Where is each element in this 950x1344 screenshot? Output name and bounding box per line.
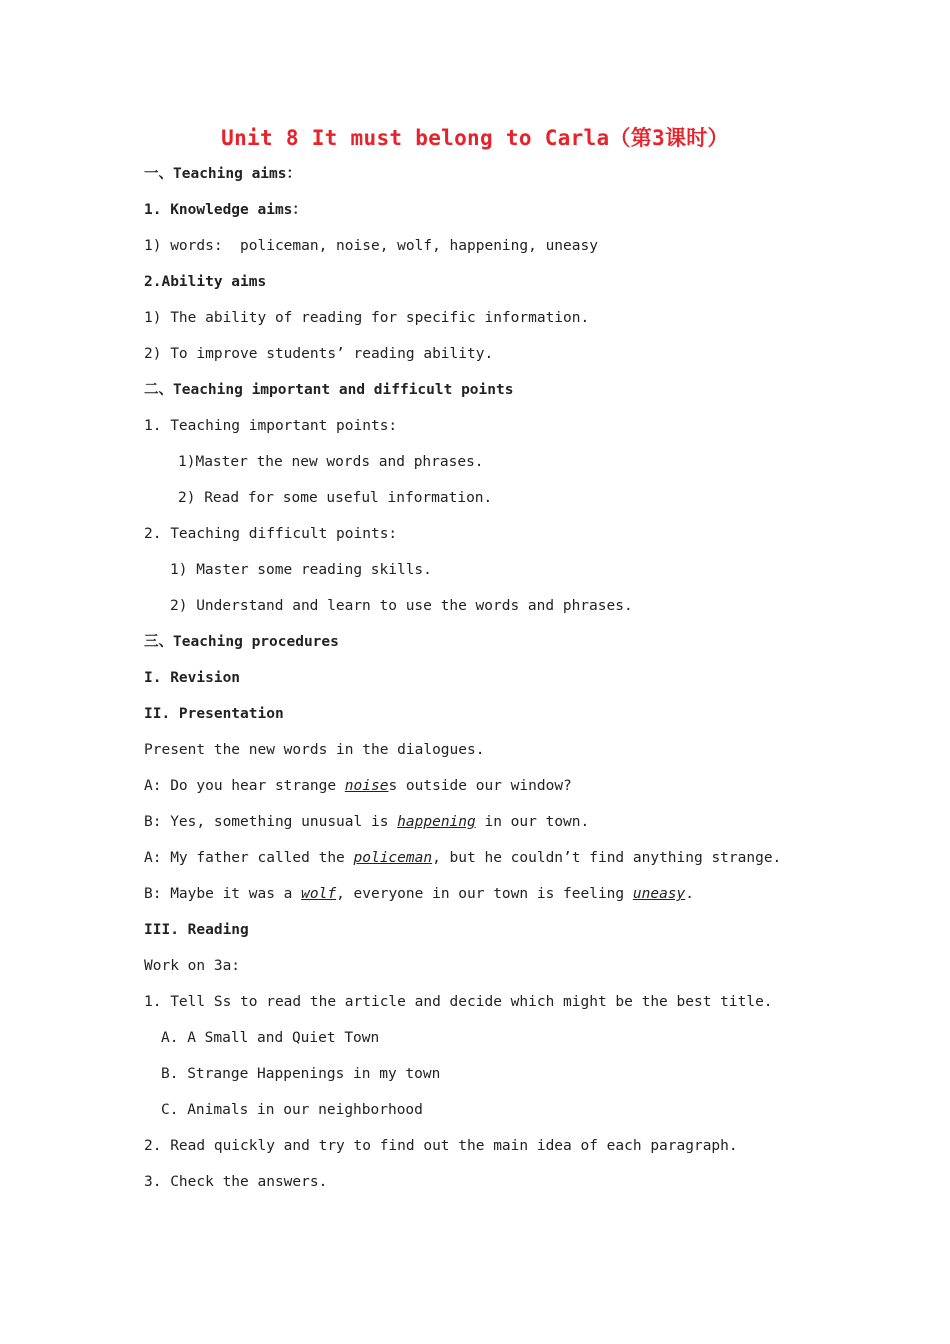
dialogue-text: B: Yes, something unusual is bbox=[144, 814, 398, 830]
dialogue-text: . bbox=[685, 886, 694, 902]
vocab-uneasy: uneasy bbox=[632, 886, 686, 902]
dialogue-text: B: Maybe it was a bbox=[144, 886, 302, 902]
difficult-point-2: 2) Understand and learn to use the words and phrases. bbox=[170, 598, 633, 614]
reading-task-2: 2. Read quickly and try to find out the main idea of each paragraph. bbox=[144, 1138, 738, 1154]
present-line: Present the new words in the dialogues. bbox=[144, 742, 485, 758]
heading-revision: I. Revision bbox=[144, 670, 241, 686]
heading-knowledge-aims: 1. Knowledge aims： bbox=[144, 202, 307, 218]
heading-reading: III. Reading bbox=[144, 922, 249, 938]
heading-points: 二、Teaching important and difficult points bbox=[144, 382, 514, 398]
vocab-policeman: policeman bbox=[353, 850, 433, 866]
difficult-point-1: 1) Master some reading skills. bbox=[170, 562, 432, 578]
heading-ability-aims: 2.Ability aims bbox=[144, 274, 267, 290]
vocab-wolf: wolf bbox=[301, 886, 337, 902]
reading-task-3: 3. Check the answers. bbox=[144, 1174, 328, 1190]
dialogue-text: in our town. bbox=[475, 814, 590, 830]
heading-procedures: 三、Teaching procedures bbox=[144, 634, 339, 650]
important-point-2: 2) Read for some useful information. bbox=[178, 490, 493, 506]
work-on-line: Work on 3a: bbox=[144, 958, 241, 974]
important-points-heading: 1. Teaching important points: bbox=[144, 418, 398, 434]
ability-item-1: 1) The ability of reading for specific information. bbox=[144, 310, 590, 326]
vocab-happening: happening bbox=[397, 814, 476, 830]
title-option-a: A. A Small and Quiet Town bbox=[161, 1030, 380, 1046]
heading-teaching-aims: 一、Teaching aims： bbox=[144, 166, 301, 182]
difficult-points-heading: 2. Teaching difficult points: bbox=[144, 526, 398, 542]
title-option-c: C. Animals in our neighborhood bbox=[161, 1102, 423, 1118]
dialogue-text: , but he couldn’t find anything strange. bbox=[432, 850, 782, 866]
dialogue-line-a1 bbox=[144, 776, 572, 796]
words-line: 1) words: policeman, noise, wolf, happening, uneasy bbox=[144, 238, 598, 254]
dialogue-line-a2 bbox=[144, 848, 781, 868]
dialogue-text: A: Do you hear strange bbox=[144, 778, 345, 794]
reading-task-1: 1. Tell Ss to read the article and decide which might be the best title. bbox=[144, 994, 773, 1010]
dialogue-text: A: My father called the bbox=[144, 850, 354, 866]
dialogue-line-b1 bbox=[144, 812, 589, 832]
title-option-b: B. Strange Happenings in my town bbox=[161, 1066, 441, 1082]
vocab-noise: noise bbox=[344, 778, 389, 794]
dialogue-text: , everyone in our town is feeling bbox=[336, 886, 633, 902]
dialogue-text: s outside our window? bbox=[388, 778, 572, 794]
dialogue-line-b2 bbox=[144, 884, 694, 904]
page-title: Unit 8 It must belong to Carla（第3课时） bbox=[221, 126, 729, 150]
ability-item-2: 2) To improve students’ reading ability. bbox=[144, 346, 494, 362]
heading-presentation: II. Presentation bbox=[144, 706, 284, 722]
important-point-1: 1)Master the new words and phrases. bbox=[178, 454, 484, 470]
